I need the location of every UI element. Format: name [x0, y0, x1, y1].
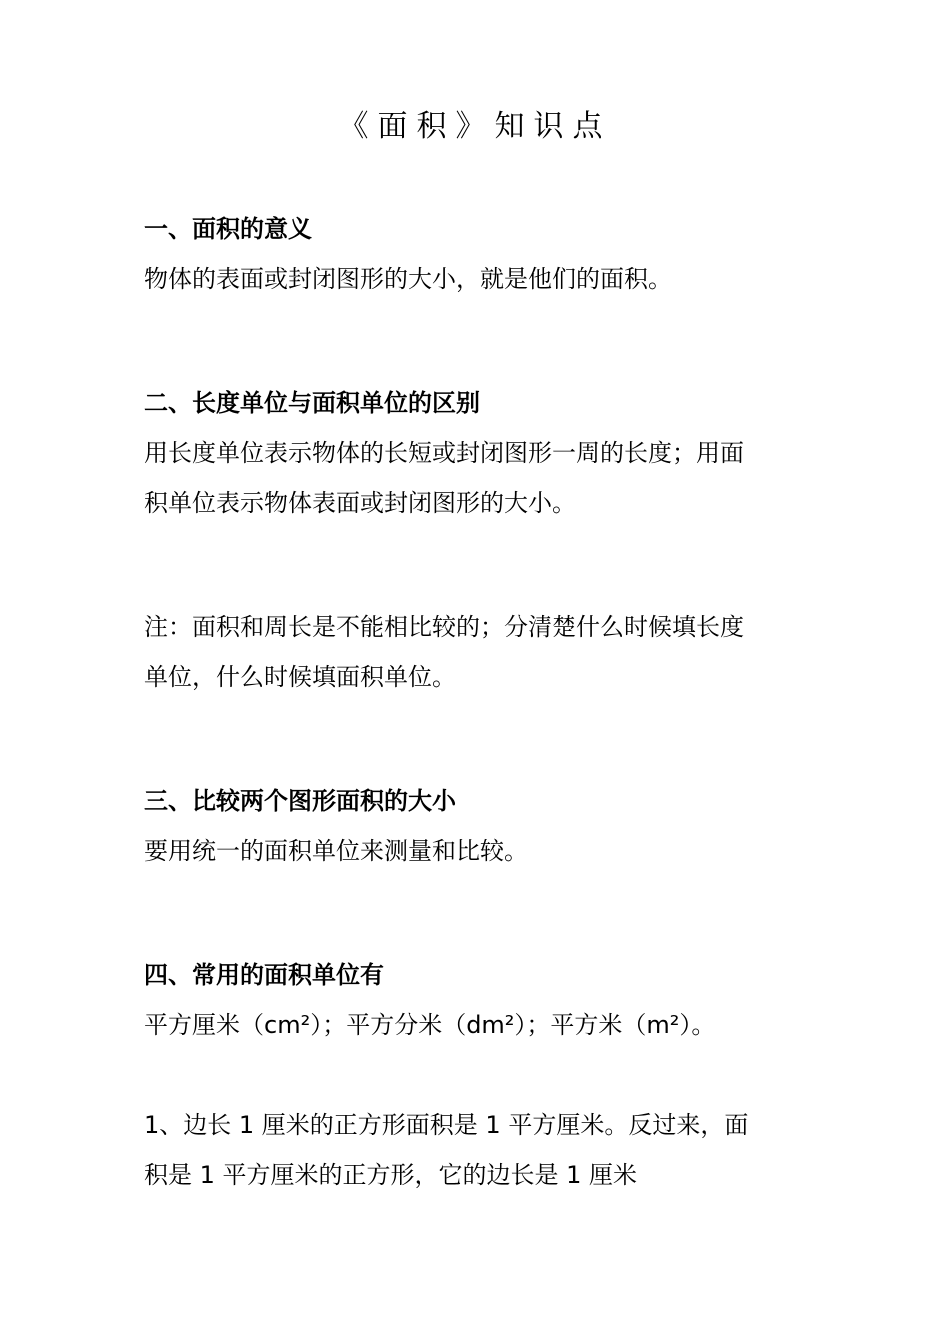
section-3-heading: 三、比较两个图形面积的大小 [144, 787, 456, 815]
section-1-heading: 一、面积的意义 [144, 215, 312, 243]
section-4-heading: 四、常用的面积单位有 [144, 961, 384, 989]
section-1-text: 物体的表面或封闭图形的大小，就是他们的面积。 [144, 265, 672, 293]
note-line-2: 单位，什么时候填面积单位。 [144, 663, 456, 691]
section-2-text-line-2: 积单位表示物体表面或封闭图形的大小。 [144, 489, 576, 517]
document-title: 《面积》知识点 [338, 109, 612, 144]
note-line-1: 注：面积和周长是不能相比较的；分清楚什么时候填长度 [144, 613, 744, 641]
section-2-text-line-1: 用长度单位表示物体的长短或封闭图形一周的长度；用面 [144, 439, 744, 467]
item-1-line-2: 积是 1 平方厘米的正方形，它的边长是 1 厘米 [144, 1161, 638, 1189]
section-3-text: 要用统一的面积单位来测量和比较。 [144, 837, 528, 865]
section-4-units: 平方厘米（cm²）；平方分米（dm²）；平方米（m²）。 [144, 1011, 716, 1039]
item-1-line-1: 1、边长 1 厘米的正方形面积是 1 平方厘米。反过来，面 [144, 1111, 749, 1139]
section-2-heading: 二、长度单位与面积单位的区别 [144, 389, 480, 417]
